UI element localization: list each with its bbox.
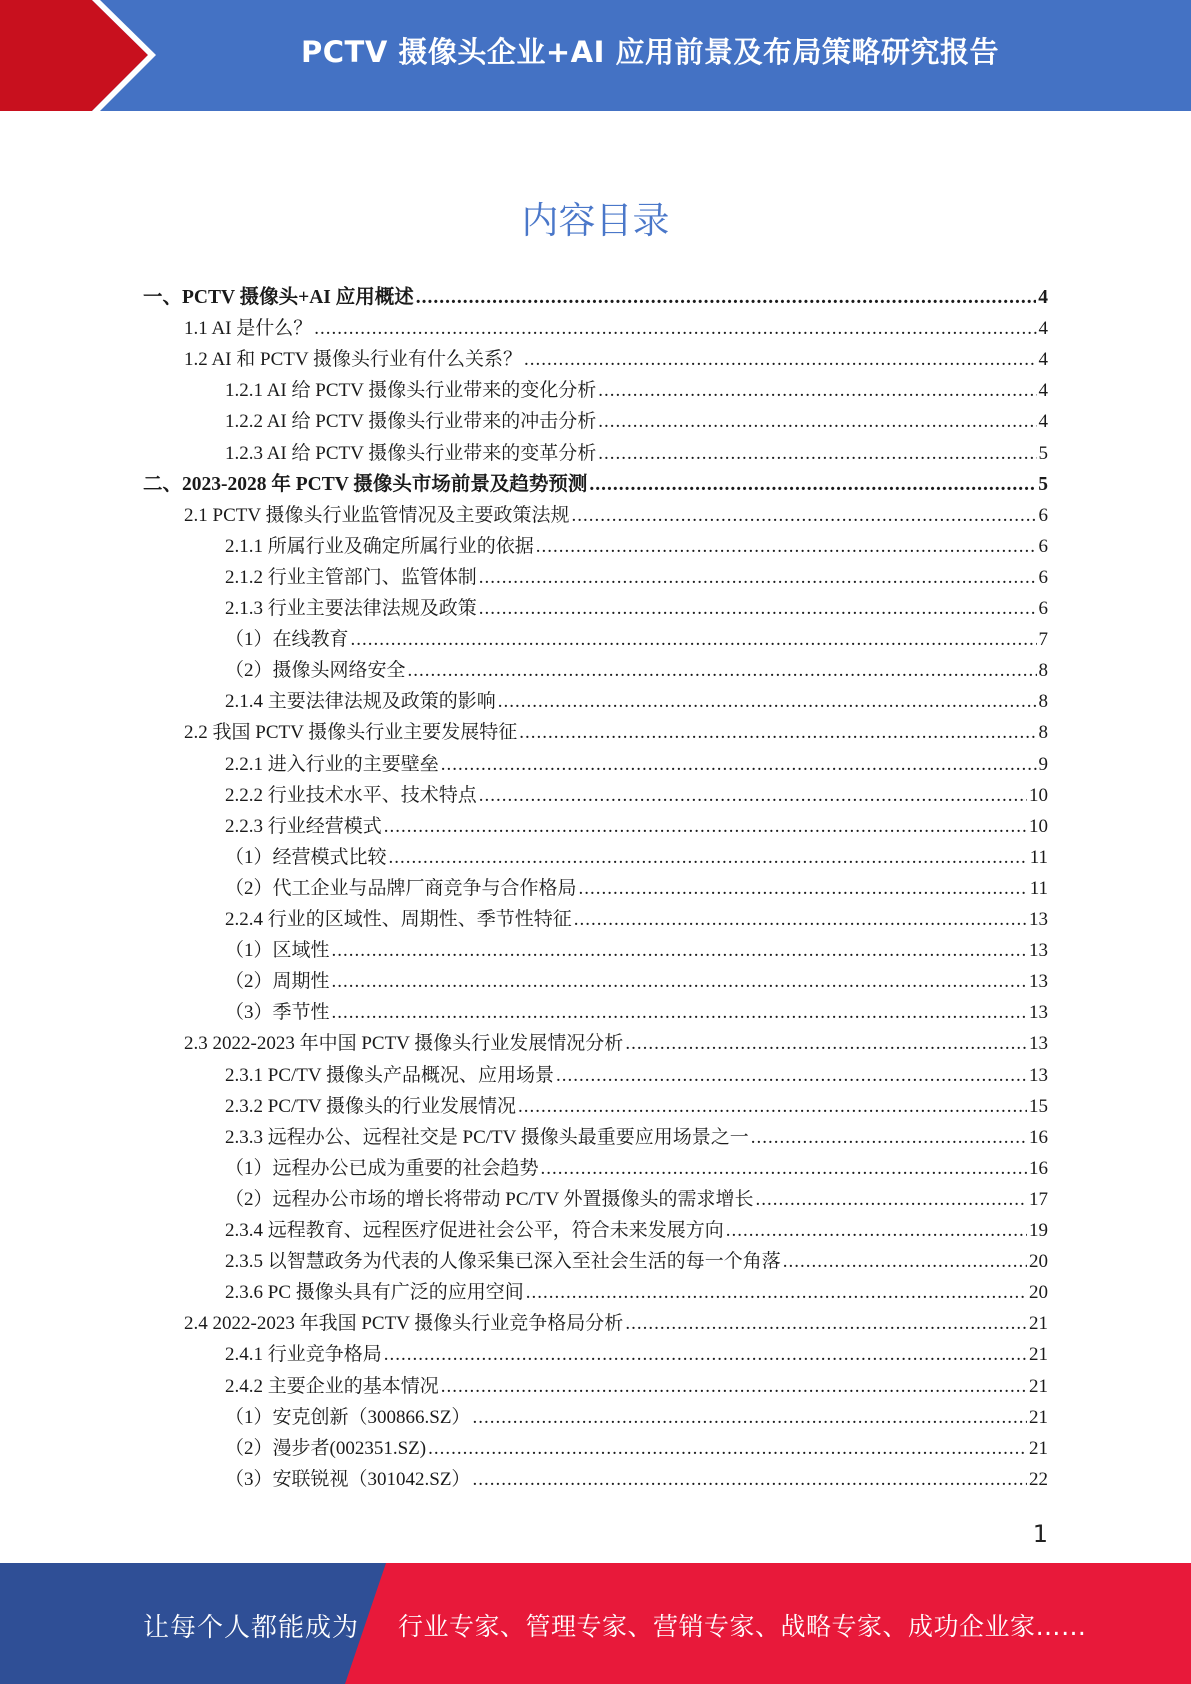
toc-entry-page: 16 [1029,1126,1048,1148]
toc-entry-title: （2）远程办公市场的增长将带动 PC/TV 外置摄像头的需求增长 [225,1188,754,1210]
toc-entry-page: 4 [1038,380,1048,402]
toc-entry-title: 1.2.2 AI 给 PCTV 摄像头行业带来的冲击分析 [225,411,597,433]
toc-dot-leader [479,564,1037,592]
toc-entry[interactable] [225,1404,1048,1432]
toc-entry-page: 6 [1038,504,1048,526]
toc-entry[interactable] [184,346,1048,374]
toc-entry-title: （1）在线教育 [225,629,349,651]
toc-heading: 内容目录 [521,199,670,242]
toc-entry-page: 4 [1038,349,1048,371]
toc-dot-leader [625,1030,1027,1058]
toc-entry[interactable] [225,1466,1048,1494]
toc-entry-title: （1）远程办公已成为重要的社会趋势 [225,1157,539,1179]
toc-entry-page: 15 [1029,1095,1048,1117]
toc-entry-page: 8 [1038,722,1048,744]
toc-entry-title: 2.4.2 主要企业的基本情况 [225,1375,439,1397]
footer-band [0,1563,1191,1684]
toc-entry-page: 6 [1038,566,1048,588]
toc-entry-page: 20 [1029,1251,1048,1273]
page-number: 1 [1032,1520,1048,1548]
toc-dot-leader [384,813,1027,841]
toc-entry[interactable] [184,1310,1048,1338]
toc-entry[interactable] [184,719,1048,747]
toc-entry-page: 13 [1029,909,1048,930]
toc-entry-page: 21 [1029,1437,1048,1459]
toc-dot-leader [571,502,1036,530]
toc-entry-title: 2.2.3 行业经营模式 [225,815,382,837]
toc-entry-page: 5 [1038,442,1048,464]
toc-entry-title: （2）摄像头网络安全 [225,660,406,682]
toc-entry-title: （2）代工企业与品牌厂商竞争与合作格局 [225,877,577,899]
toc-entry-title: 2.3.2 PC/TV 摄像头的行业发展情况 [225,1095,517,1117]
toc-dot-leader [428,1435,1027,1463]
toc-entry-page: 20 [1029,1282,1048,1304]
toc-entry-title: 2.3.6 PC 摄像头具有广泛的应用空间 [225,1282,524,1304]
toc-dot-leader [332,999,1027,1027]
toc-dot-leader [472,1466,1027,1494]
toc-entry[interactable] [225,1248,1048,1276]
toc-entry-title: 2.3 2022-2023 年中国 PCTV 摄像头行业发展情况分析 [184,1033,624,1055]
toc-entry-page: 6 [1038,535,1048,557]
toc-entry-title: 2.3.3 远程办公、远程社交是 PC/TV 摄像头最重要应用场景之一 [225,1126,749,1148]
toc-entry[interactable] [225,906,1048,934]
toc-entry-title: 2.1.2 行业主管部门、监管体制 [225,566,477,588]
toc-entry-page: 16 [1029,1157,1048,1179]
toc-entry[interactable] [225,782,1048,810]
header-band [0,0,1191,111]
toc-entry-title: 1.2 AI 和 PCTV 摄像头行业有什么关系？ [184,349,522,371]
toc-dot-leader [441,751,1037,779]
toc-dot-leader [598,408,1036,436]
toc-entry[interactable] [225,408,1048,436]
toc-entry[interactable] [143,471,1048,499]
toc-entry-title: 2.1.3 行业主要法律法规及政策 [225,598,477,619]
toc-entry-title: （1）区域性 [225,940,330,962]
toc-entry-title: （2）漫步者(002351.SZ) [225,1437,427,1459]
toc-entry[interactable] [225,1093,1048,1121]
toc-entry[interactable] [225,440,1048,468]
toc-entry[interactable] [225,1062,1048,1090]
toc-entry-page: 4 [1038,318,1048,340]
toc-entry-title: 2.1 PCTV 摄像头行业监管情况及主要政策法规 [184,504,570,526]
toc-entry[interactable] [184,315,1048,343]
toc-dot-leader [408,657,1037,685]
toc-entry-page: 21 [1029,1406,1048,1428]
toc-entry[interactable] [143,284,1048,312]
toc-dot-leader [726,1217,1027,1245]
toc-entry[interactable] [225,1186,1048,1214]
toc-dot-leader [625,1310,1027,1338]
toc-entry-page: 4 [1038,287,1048,308]
toc-entry-title: 2.1.4 主要法律法规及政策的影响 [225,691,496,713]
toc-dot-leader [574,906,1027,934]
toc-entry[interactable] [225,377,1048,405]
toc-entry-page: 6 [1038,598,1048,619]
toc-dot-leader [314,315,1036,343]
toc-entry-page: 8 [1038,691,1048,713]
report-title: PCTV 摄像头企业+AI 应用前景及布局策略研究报告 [301,35,999,69]
toc-entry-title: 2.2 我国 PCTV 摄像头行业主要发展特征 [184,722,518,744]
toc-dot-leader [579,875,1028,903]
toc-entry-page: 4 [1038,411,1048,433]
toc-entry-page: 7 [1038,629,1048,651]
toc-entry[interactable] [184,1030,1048,1058]
toc-dot-leader [384,1341,1027,1369]
toc-dot-leader [479,595,1037,623]
toc-dot-leader [441,1373,1027,1401]
footer-slogan-left: 让每个人都能成为 [143,1613,360,1643]
toc-entry[interactable] [225,688,1048,716]
toc-entry-page: 17 [1029,1188,1048,1210]
toc-entry[interactable] [184,502,1048,530]
toc-entry-title: 一、PCTV 摄像头+AI 应用概述 [143,287,414,308]
toc-dot-leader [479,782,1027,810]
toc-entry-title: 2.2.2 行业技术水平、技术特点 [225,784,477,806]
toc-entry[interactable] [225,937,1048,965]
toc-dot-leader [598,440,1036,468]
toc-dot-leader [751,1124,1027,1152]
toc-entry-title: （3）安联锐视（301042.SZ） [225,1468,471,1490]
toc-entry-page: 10 [1029,784,1048,806]
toc-entry-title: 2.1.1 所属行业及确定所属行业的依据 [225,535,534,557]
toc-entry-title: （1）经营模式比较 [225,846,387,868]
toc-entry-page: 11 [1029,877,1048,899]
toc-entry[interactable] [225,1155,1048,1183]
toc-entry-page: 21 [1029,1313,1048,1335]
toc-entry[interactable] [225,626,1048,654]
toc-entry[interactable] [225,844,1048,872]
toc-entry-page: 13 [1029,940,1048,962]
toc-entry-page: 21 [1029,1375,1048,1397]
toc-dot-leader [332,937,1027,965]
toc-entry-title: 二、2023-2028 年 PCTV 摄像头市场前景及趋势预测 [143,473,588,495]
toc-entry[interactable] [225,595,1048,623]
toc-entry-title: （1）安克创新（300866.SZ） [225,1406,471,1428]
toc-dot-leader [589,471,1036,499]
toc-entry[interactable] [225,564,1048,592]
toc-entry-title: 2.3.1 PC/TV 摄像头产品概况、应用场景 [225,1064,555,1086]
toc-entry-title: 2.2.1 进入行业的主要壁垒 [225,753,439,775]
toc-dot-leader [498,688,1037,716]
toc-entry-title: 2.3.5 以智慧政务为代表的人像采集已深入至社会生活的每一个角落 [225,1251,781,1273]
toc-entry[interactable] [225,533,1048,561]
toc-entry-page: 19 [1029,1220,1048,1241]
toc-entry-title: 1.2.1 AI 给 PCTV 摄像头行业带来的变化分析 [225,380,597,402]
toc-dot-leader [526,1279,1027,1307]
toc-dot-leader [519,719,1036,747]
toc-dot-leader [783,1248,1027,1276]
toc-entry-page: 13 [1029,971,1048,993]
toc-dot-leader [536,533,1037,561]
toc-entry[interactable] [225,657,1048,685]
toc-entry[interactable] [225,1217,1048,1245]
toc-dot-leader [524,346,1037,374]
toc-entry-title: （3）季节性 [225,1002,330,1024]
toc-entry-page: 11 [1029,846,1048,868]
toc-entry-page: 13 [1029,1002,1048,1024]
toc-dot-leader [332,968,1027,996]
toc-entry-title: 2.2.4 行业的区域性、周期性、季节性特征 [225,909,572,930]
toc-entry-title: 2.4.1 行业竞争格局 [225,1344,382,1366]
toc-dot-leader [518,1093,1027,1121]
toc-entry-title: 1.1 AI 是什么？ [184,318,313,340]
toc-entry-page: 21 [1029,1344,1048,1366]
toc-entry-page: 10 [1029,815,1048,837]
toc-entry-page: 5 [1038,473,1048,495]
toc-entry[interactable] [225,968,1048,996]
toc-entry[interactable] [225,1279,1048,1307]
toc-entry[interactable] [225,875,1048,903]
toc-dot-leader [472,1404,1027,1432]
toc-entry-page: 22 [1029,1468,1048,1490]
toc-entry-page: 8 [1038,660,1048,682]
toc-entry-title: （2）周期性 [225,971,330,993]
toc-entry[interactable] [225,1435,1048,1463]
toc-dot-leader [556,1062,1027,1090]
toc-entry-title: 2.3.4 远程教育、远程医疗促进社会公平，符合未来发展方向 [225,1220,724,1241]
toc-dot-leader [351,626,1037,654]
toc-entry[interactable] [225,813,1048,841]
toc-entry[interactable] [225,751,1048,779]
toc-dot-leader [416,284,1036,312]
toc-entry[interactable] [225,1373,1048,1401]
toc-entry-title: 1.2.3 AI 给 PCTV 摄像头行业带来的变革分析 [225,442,597,464]
toc-entry-page: 13 [1029,1033,1048,1055]
toc-entry-title: 2.4 2022-2023 年我国 PCTV 摄像头行业竞争格局分析 [184,1313,624,1335]
footer-slogan-right: 行业专家、管理专家、营销专家、战略专家、成功企业家…… [398,1612,1087,1641]
toc-entry[interactable] [225,1341,1048,1369]
toc-entry[interactable] [225,1124,1048,1152]
toc-dot-leader [389,844,1028,872]
toc-dot-leader [598,377,1036,405]
toc-dot-leader [756,1186,1027,1214]
toc-entry[interactable] [225,999,1048,1027]
toc-entry-page: 9 [1038,753,1048,775]
toc-dot-leader [541,1155,1027,1183]
toc-entry-page: 13 [1029,1064,1048,1086]
